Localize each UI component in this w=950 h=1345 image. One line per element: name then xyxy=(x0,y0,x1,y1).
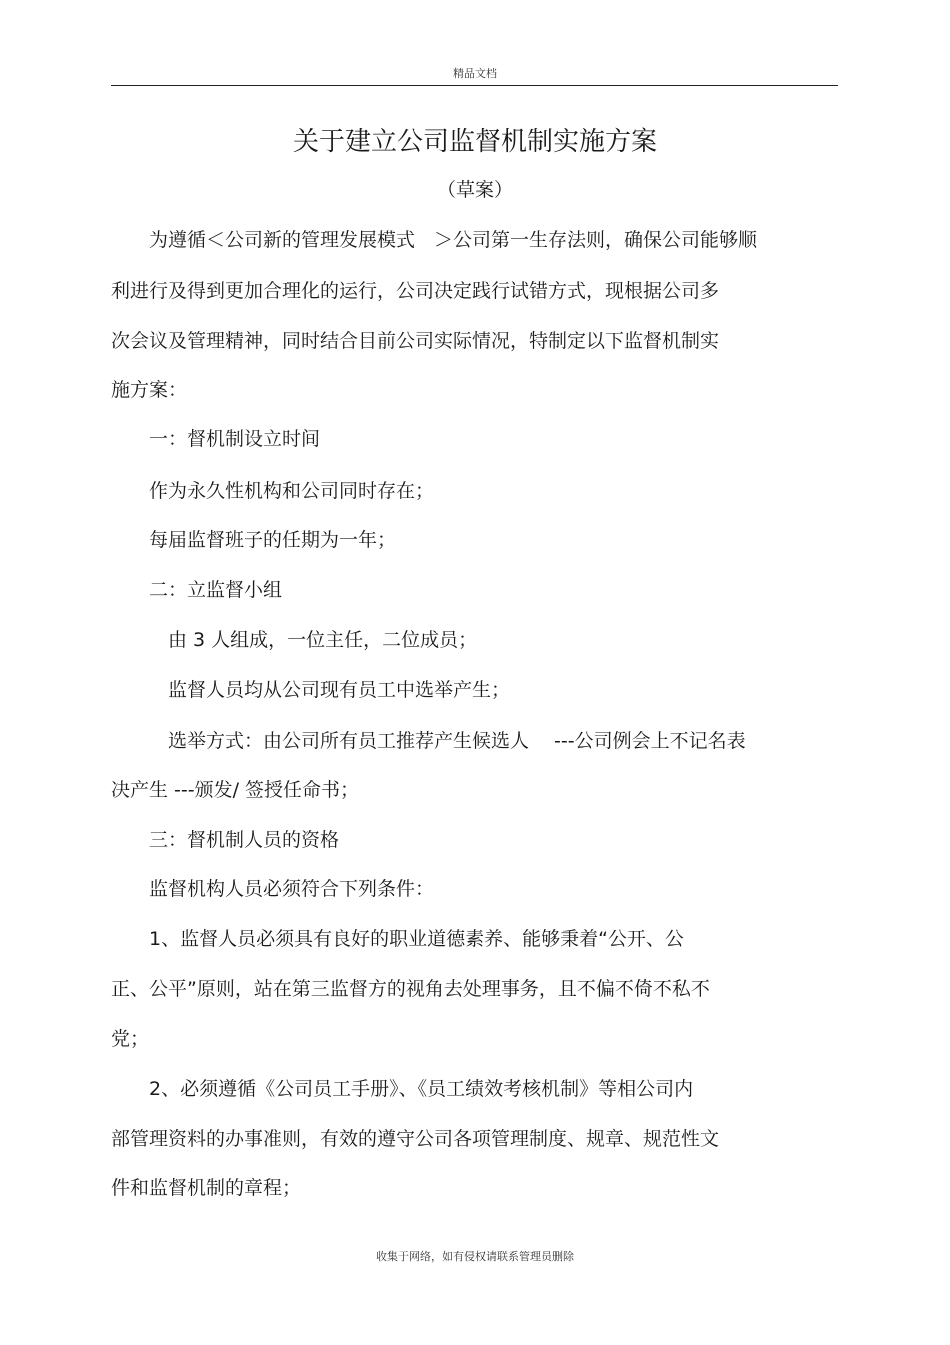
document-title: 关于建立公司监督机制实施方案 xyxy=(292,127,657,157)
body-line: 正、公平”原则，站在第三监督方的视角去处理事务，且不偏不倚不私不 xyxy=(111,978,710,1000)
body-line: 为遵循＜公司新的管理发展模式 ＞公司第一生存法则，确保公司能够顺 xyxy=(111,229,758,251)
body-line: 监督人员均从公司现有员工中选举产生； xyxy=(111,679,511,701)
body-line: 部管理资料的办事准则，有效的遵守公司各项管理制度、规章、规范性文 xyxy=(111,1128,720,1150)
body-line: 每届监督班子的任期为一年； xyxy=(111,529,397,551)
body-line: 利进行及得到更加合理化的运行，公司决定践行试错方式，现根据公司多 xyxy=(111,280,720,302)
page-footer: 收集于网络，如有侵权请联系管理员删除 xyxy=(376,1250,574,1263)
section-heading: 二：立监督小组 xyxy=(111,579,283,601)
section-heading: 一：督机制设立时间 xyxy=(111,428,321,450)
body-line: 次会议及管理精神，同时结合目前公司实际情况，特制定以下监督机制实 xyxy=(111,330,720,352)
document-subtitle: （草案） xyxy=(436,179,513,201)
body-line: 件和监督机制的章程； xyxy=(111,1177,302,1199)
body-line: 2、必须遵循《公司员工手册》、《员工绩效考核机制》等相公司内 xyxy=(111,1078,694,1100)
body-line: 施方案： xyxy=(111,379,188,401)
header-divider xyxy=(111,85,838,86)
body-line: 党； xyxy=(111,1028,150,1050)
body-line: 由 3 人组成，一位主任，二位成员； xyxy=(111,629,478,651)
body-line: 决产生 ---颁发/ 签授任命书； xyxy=(111,779,360,801)
page-header: 精品文档 xyxy=(453,67,497,80)
body-line: 监督机构人员必须符合下列条件： xyxy=(111,878,435,900)
body-line: 作为永久性机构和公司同时存在； xyxy=(111,480,435,502)
body-line: 选举方式：由公司所有员工推荐产生候选人 ---公司例会上不记名表 xyxy=(111,730,746,752)
section-heading: 三：督机制人员的资格 xyxy=(111,829,340,851)
body-line: 1、监督人员必须具有良好的职业道德素养、能够秉着“公开、公 xyxy=(111,928,684,950)
